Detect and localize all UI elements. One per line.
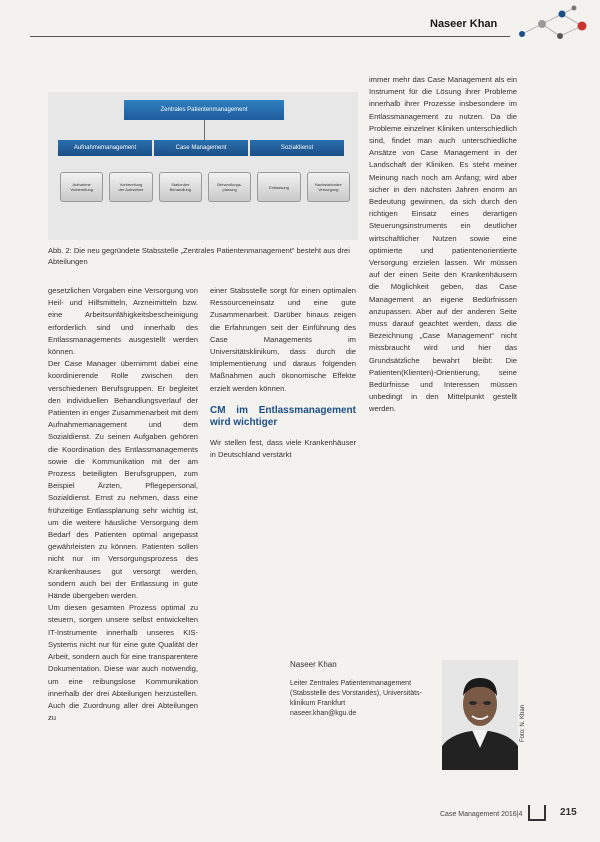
diagram-step: Entlassung: [257, 172, 300, 202]
header-author: Naseer Khan: [430, 18, 498, 30]
caption-label: Abb. 2:: [48, 246, 72, 255]
diagram-step: Nachstationäre Versorgung: [307, 172, 350, 202]
author-photo: [442, 660, 518, 770]
diagram-dept: Aufnahmemanagement: [58, 140, 152, 156]
diagram-dept: Case Management: [154, 140, 248, 156]
page-number: 215: [560, 807, 577, 818]
journal-logo-icon: [528, 805, 546, 821]
portrait-image: [442, 660, 518, 770]
diagram-departments: [58, 140, 344, 156]
diagram-connector: [204, 120, 205, 140]
paragraph: immer mehr das Case Management als ein Instrument für die Lösung ihrer Probleme innerhalb ihrer Prozesse insbesondere im Entlassmanagement zu nutzen. Da die Probleme einzelner Kliniken unterschiedlich sind, findet man auch unterschiedliche Ansätze von Case Management in der Landschaft der Kliniken. Es steht meiner Meinung nach noch am Anfang; wird aber sicher in den nächsten Jahren enorm an Bedeutung gewinnen, da sich durch den richtigen Einsatz eines derartigen Steuerungsinstruments ein deutlicher wirtschaftlicher Nutzen sowie eine optimierte und patientenorientierte Versorgung erzielen lassen. Wir müssen auf der einen Seite den Krankenhäusern die Möglichkeit geben, das Case Management an eigene Bedürfnissen anzupassen. Aber auf der anderen Seite muss darauf geachtet werden, dass die Bezeichnung „Case Management“ nicht missbraucht wird und hier das Grundsätzliche bewahrt bleibt: Die Patienten(Klienten)-Orientierung, seine Bedürfnisse und Interessen müssen unbedingt in den Mittelpunkt gestellt werden.: [369, 75, 517, 414]
figure-diagram: [48, 92, 358, 240]
bio-line: klinikum Frankfurt: [290, 700, 346, 707]
paragraph: gesetzlichen Vorgaben eine Versorgung von Heil- und Hilfsmitteln, Arzneimitteln bzw. eine Arbeitsunfähigkeitsbescheinigung erforderlich sind und innerhalb des Entlassmanagements ausgestellt werden können.: [48, 286, 198, 357]
bio-email[interactable]: naseer.khan@kgu.de: [290, 710, 357, 717]
section-heading: CM im Entlassmanagement wird wichtiger: [210, 404, 356, 428]
diagram-step: Aufnahme Vorbereitung: [60, 172, 103, 202]
bio-line: Leiter Zentrales Patientenmanagement: [290, 680, 412, 687]
paragraph: Um diesen gesamten Prozess optimal zu steuern, sorgen unsere selbst entwickelten IT-Instrumente innerhalb unseres KIS-Systems nicht nur für eine gute Qualität der Arbeit, sondern auch für eine transparentere Dokumentation. Diese war auch notwendig, um eine reibungslose Kommunikation innerhalb der drei Abteilungen herzustellen. Auch die Zuordnung aller drei Abteilungen zu: [48, 603, 198, 723]
diagram-top-box: Zentrales Patientenmanagement: [124, 100, 284, 120]
diagram-steps: [60, 172, 350, 202]
footer-journal: Case Management 2016|4: [440, 811, 523, 818]
column-2: [210, 285, 356, 461]
diagram-step: Behandlungs- planung: [208, 172, 251, 202]
paragraph: einer Stabsstelle sorgt für einen optimalen Ressourceneinsatz und eine gute Zusammenarbeit. Darüber hinaus zeigen die Erfahrungen seit der Einführung des Case Managements im Universitätsklinikum, dass durch die Implementierung und daraus folgenden Maßnahmen auch ökonomische Effekte erzielt werden können.: [210, 286, 356, 393]
column-1: [48, 285, 198, 724]
paragraph: Der Case Manager übernimmt dabei eine koordinierende Rolle zwischen den verschiedenen Berufsgruppen. Er begleitet den individuellen Behandlungsverlauf der Patienten in enger Zusammenarbeit mit dem Aufnahmemanagement und dem Sozialdienst. Zu seinen Aufgaben gehören die Koordination des Entlassmanagements sowie die Kommunikation mit der am Prozess beteiligten Berufsgruppen, zum Beispiel Ärzten, Pflegepersonal, Sozialdienst. Ernst zu nehmen, dass eine frühzeitige Entlassplanung sehr wichtig ist, um die weitere häusliche Versorgung dem Bedarf des Patienten optimal angepasst gewährleisten zu können. Patienten sollen nicht nur im Versorgungsprozess des Krankenhauses gut versorgt werden, sondern auch bei der Entlassung in gute Hände übergeben werden.: [48, 359, 198, 601]
photo-credit: Foto: N. Khan: [520, 704, 526, 742]
bio-name: Naseer Khan: [290, 660, 337, 669]
diagram-step: Stationäre Behandlung: [159, 172, 202, 202]
paragraph: Wir stellen fest, dass viele Krankenhäuser in Deutschland verstärkt: [210, 437, 356, 460]
figure-caption: [48, 245, 360, 267]
bio-line: (Stabsstelle des Vorstandes), Universitäts-: [290, 690, 422, 697]
column-3: [369, 74, 517, 416]
diagram-dept: Sozialdienst: [250, 140, 344, 156]
diagram-step: Vorbereitung der Aufnahme: [109, 172, 152, 202]
molecule-graphic: [512, 4, 594, 48]
footer: [420, 805, 577, 821]
caption-text: Die neu gegründete Stabsstelle „Zentrales Patientenmanagement“ besteht aus drei Abteilungen: [48, 246, 350, 266]
